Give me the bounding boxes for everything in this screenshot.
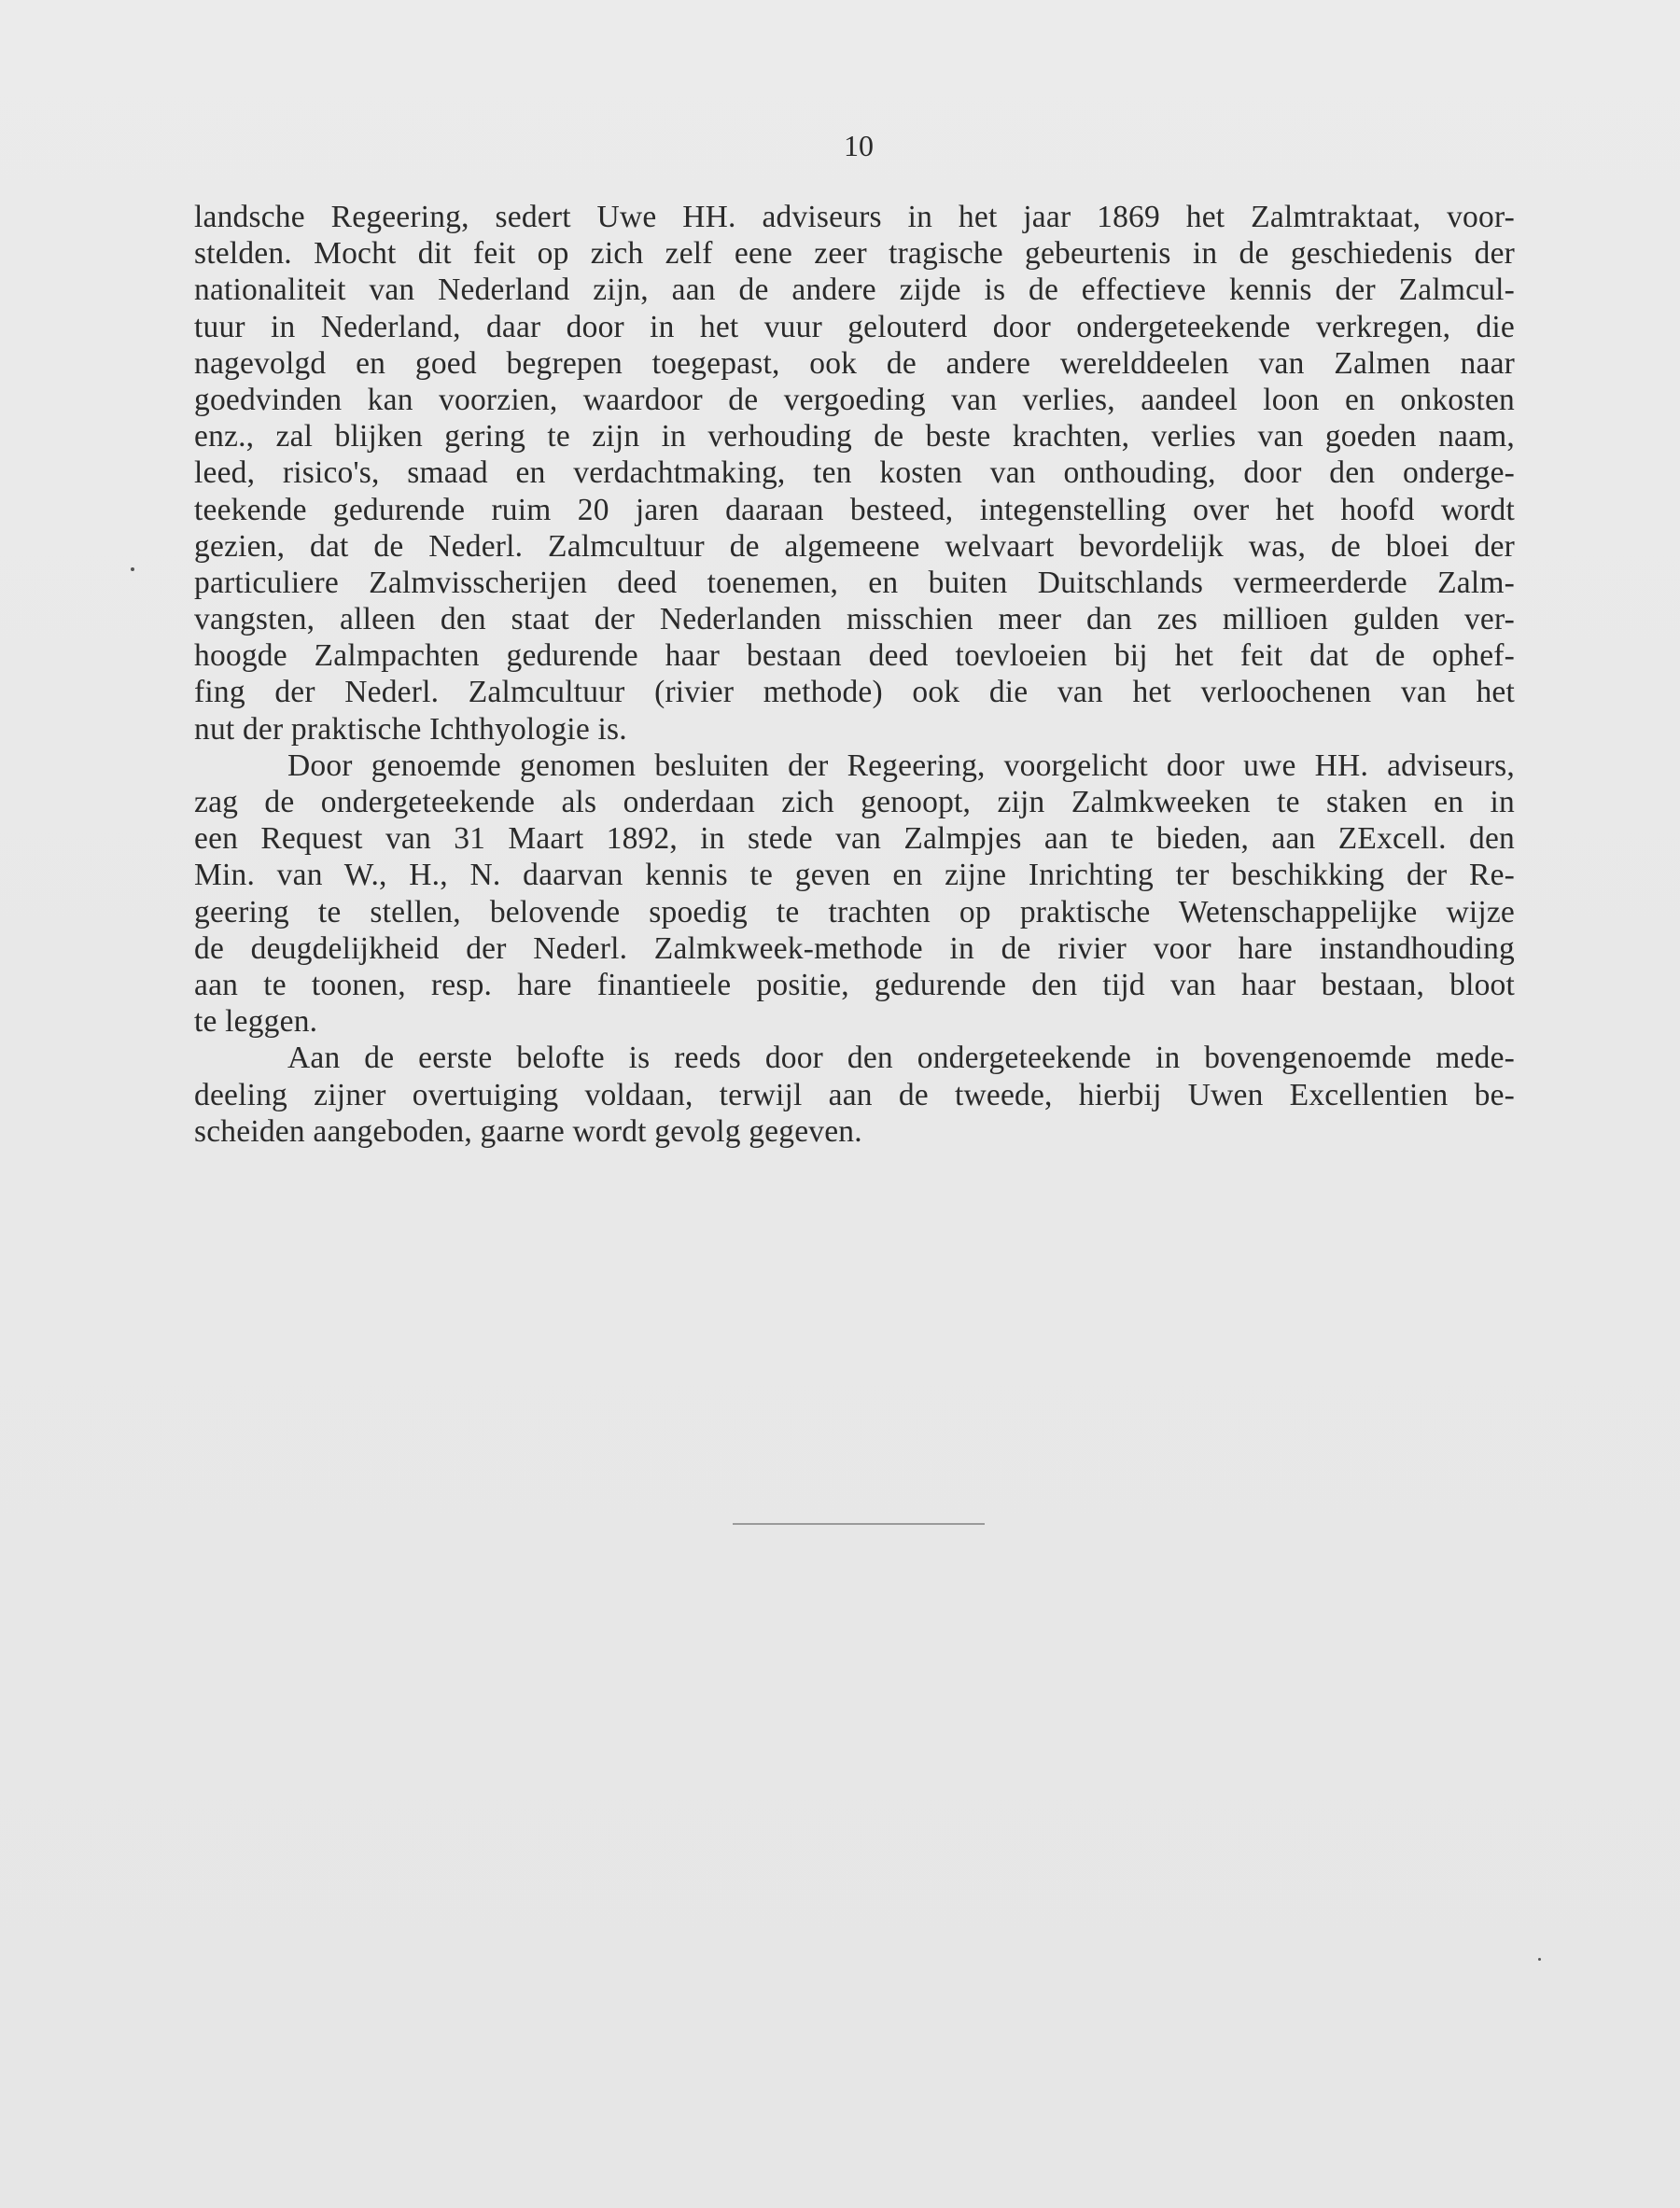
text-line: Door genoemde genomen besluiten der Regeering, voorgelicht door uwe HH. adviseurs,: [287, 748, 1515, 783]
text-line: nut der praktische Ichthyologie is.: [194, 711, 627, 747]
paragraph-2: [194, 748, 1515, 1041]
paragraph-1: [194, 199, 1515, 748]
text-line: stelden. Mocht dit feit op zich zelf eene zeer tragische gebeurtenis in de geschiedenis der: [194, 236, 1515, 272]
body-text: [194, 199, 1515, 1150]
text-line: enz., zal blijken gering te zijn in verhouding de beste krachten, verlies van goeden naam,: [194, 419, 1515, 454]
text-line: fing der Nederl. Zalmcultuur (rivier methode) ook die van het verloochenen van het: [194, 675, 1515, 710]
text-line: nationaliteit van Nederland zijn, aan de andere zijde is de effectieve kennis der Zalmcul-: [194, 273, 1515, 308]
text-line: te leggen.: [194, 1004, 318, 1040]
text-line: een Request van 31 Maart 1892, in stede van Zalmpjes aan te bieden, aan ZExcell. den: [194, 821, 1515, 857]
text-line: nagevolgd en goed begrepen toegepast, ook de andere werelddeelen van Zalmen naar: [194, 345, 1515, 381]
text-line: vangsten, alleen den staat der Nederlanden misschien meer dan zes millioen gulden ver-: [194, 602, 1515, 637]
text-line: geering te stellen, belovende spoedig te trachten op praktische Wetenschappelijke wijze: [194, 894, 1515, 929]
text-line: gezien, dat de Nederl. Zalmcultuur de algemeene welvaart bevordelijk was, de bloei der: [194, 528, 1515, 564]
text-line: tuur in Nederland, daar door in het vuur gelouterd door ondergeteekende verkregen, die: [194, 309, 1515, 344]
end-rule: [733, 1523, 985, 1525]
paragraph-3: [194, 1040, 1515, 1150]
scan-speck: [1538, 1958, 1541, 1961]
scan-speck: [131, 567, 134, 571]
text-line: goedvinden kan voorzien, waardoor de vergoeding van verlies, aandeel loon en onkosten: [194, 382, 1515, 417]
text-line: de deugdelijkheid der Nederl. Zalmkweek-methode in de rivier voor hare instandhouding: [194, 930, 1515, 966]
text-line: particuliere Zalmvisscherijen deed toenemen, en buiten Duitschlands vermeerderde Zalm-: [194, 565, 1515, 600]
text-line: deeling zijner overtuiging voldaan, terwijl aan de tweede, hierbij Uwen Excellentien be-: [194, 1077, 1515, 1112]
text-line: Min. van W., H., N. daarvan kennis te geven en zijne Inrichting ter beschikking der Re-: [194, 858, 1515, 893]
text-line: scheiden aangeboden, gaarne wordt gevolg gegeven.: [194, 1113, 862, 1149]
text-line: aan te toonen, resp. hare finantieele positie, gedurende den tijd van haar bestaan, bloot: [194, 967, 1515, 1002]
text-line: Aan de eerste belofte is reeds door den ondergeteekende in bovengenoemde mede-: [287, 1041, 1515, 1076]
text-line: zag de ondergeteekende als onderdaan zich genoopt, zijn Zalmkweeken te staken en in: [194, 785, 1515, 819]
text-line: hoogde Zalmpachten gedurende haar bestaan deed toevloeien bij het feit dat de ophef-: [194, 638, 1515, 674]
text-line: teekende gedurende ruim 20 jaren daaraan besteed, integenstelling over het hoofd wordt: [194, 492, 1515, 527]
page-number: 10: [844, 129, 874, 162]
text-line: leed, risico's, smaad en verdachtmaking, ten kosten van onthouding, door den onderge-: [194, 455, 1515, 491]
text-line: landsche Regeering, sedert Uwe HH. adviseurs in het jaar 1869 het Zalmtraktaat, voor-: [194, 200, 1515, 234]
